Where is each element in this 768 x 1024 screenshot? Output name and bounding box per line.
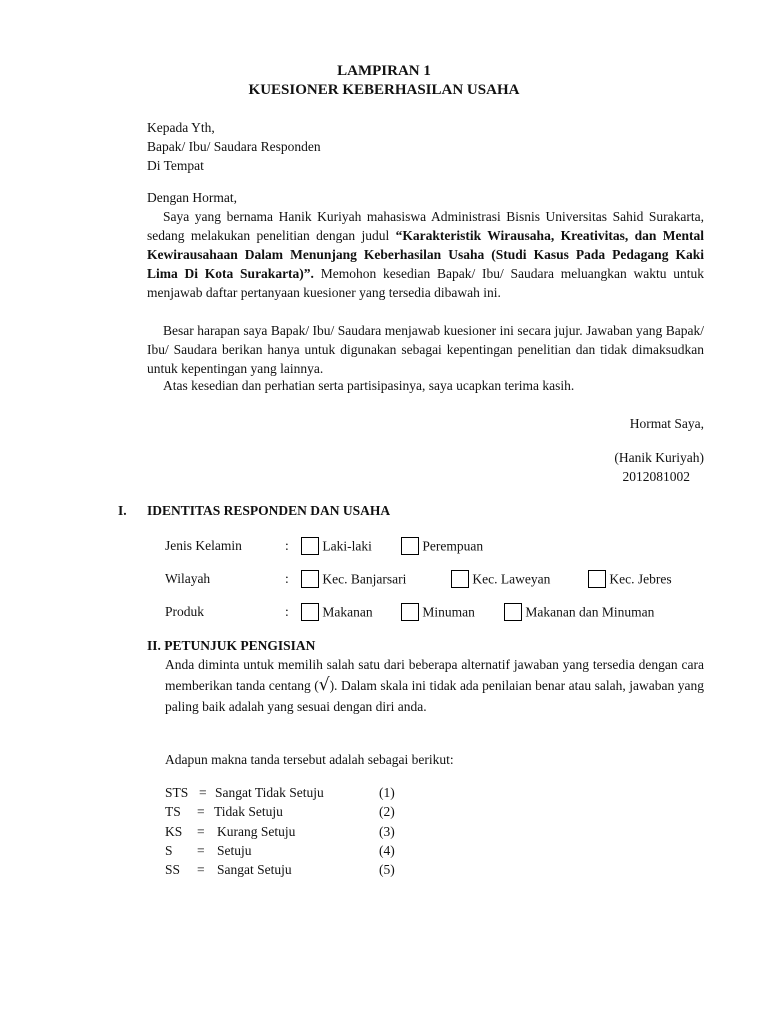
- checkbox-minuman[interactable]: [401, 603, 419, 621]
- section-2-title: II. PETUNJUK PENGISIAN: [147, 638, 316, 653]
- product-row: [165, 601, 705, 623]
- region-label: Wilayah: [165, 571, 211, 586]
- option-label: Minuman: [422, 604, 475, 620]
- letter-paragraph-3: Atas kesedian dan perhatian serta partisipasinya, saya ucapkan terima kasih.: [163, 378, 575, 393]
- gender-colon: :: [285, 538, 289, 553]
- region-option-banjarsari[interactable]: [301, 568, 406, 588]
- option-label: Kec. Banjarsari: [322, 571, 407, 587]
- checkbox-banjarsari[interactable]: [301, 570, 319, 588]
- checkmark-icon: √: [318, 675, 330, 695]
- gender-row: [165, 535, 705, 557]
- option-label: Makanan dan Minuman: [525, 604, 655, 620]
- checkbox-jebres[interactable]: [588, 570, 606, 588]
- scale-value: (1): [379, 785, 395, 800]
- option-label: Perempuan: [422, 538, 484, 554]
- product-label: Produk: [165, 604, 205, 619]
- document-heading-title: KUESIONER KEBERHASILAN USAHA: [248, 82, 520, 98]
- checkbox-perempuan[interactable]: [401, 537, 419, 555]
- region-colon: :: [285, 571, 289, 586]
- region-option-laweyan[interactable]: [451, 568, 550, 588]
- scale-value: (2): [379, 804, 395, 819]
- scale-equals: =: [197, 843, 205, 858]
- letter-p1-start: Saya yang bernama Hanik Kuriyah mahasiswa Administrasi Bisnis Universitas Sahid Surakarta, sedang melakukan penelitian dengan judul: [147, 209, 704, 243]
- option-label: Makanan: [322, 604, 373, 620]
- product-colon: :: [285, 604, 289, 619]
- scale-item-ks: [165, 822, 425, 842]
- letter-paragraph-1: [147, 207, 704, 302]
- product-option-makanan-minuman[interactable]: [504, 601, 654, 621]
- scale-label: Tidak Setuju: [214, 804, 283, 819]
- scale-label: Sangat Setuju: [217, 862, 292, 877]
- scale-item-sts: [165, 783, 425, 803]
- scale-code: TS: [165, 804, 181, 819]
- signature-name: (Hanik Kuriyah): [614, 450, 704, 465]
- scale-code: SS: [165, 862, 181, 877]
- instructions-text-a: Anda diminta untuk memilih salah satu dari beberapa alternatif jawaban yang tersedia dengan cara memberikan tanda centang (: [165, 657, 704, 693]
- document-heading-lampiran: LAMPIRAN 1: [337, 63, 431, 79]
- signature-id: 2012081002: [622, 469, 690, 484]
- product-option-makanan[interactable]: [301, 601, 373, 621]
- scale-item-ts: [165, 802, 425, 822]
- letter-greeting: Dengan Hormat,: [147, 190, 237, 205]
- product-option-minuman[interactable]: [401, 601, 475, 621]
- checkbox-makanan[interactable]: [301, 603, 319, 621]
- section-1-number: I.: [118, 503, 127, 518]
- scale-label: Kurang Setuju: [217, 824, 296, 839]
- scale-code: KS: [165, 824, 183, 839]
- scale-equals: =: [197, 862, 205, 877]
- scale-value: (4): [379, 843, 395, 858]
- letter-p1-end: Memohon kesedian Bapak/ Ibu/ Saudara meluangkan waktu untuk menjawab daftar pertanyaan kuesioner yang tersedia dibawah ini.: [147, 266, 704, 300]
- scale-value: (3): [379, 824, 395, 839]
- scale-code: STS: [165, 785, 189, 800]
- address-line-3: Di Tempat: [147, 158, 204, 173]
- option-label: Laki-laki: [322, 538, 372, 554]
- checkbox-makanan-dan-minuman[interactable]: [504, 603, 522, 621]
- instructions-paragraph: [165, 654, 704, 717]
- option-label: Kec. Jebres: [609, 571, 672, 587]
- checkbox-laweyan[interactable]: [451, 570, 469, 588]
- scale-equals: =: [197, 824, 205, 839]
- scale-item-s: [165, 841, 425, 861]
- scale-value: (5): [379, 862, 395, 877]
- address-line-2: Bapak/ Ibu/ Saudara Responden: [147, 139, 321, 154]
- scale-item-ss: [165, 860, 425, 880]
- scale-label: Setuju: [217, 843, 252, 858]
- research-title: “Karakteristik Wirausaha, Kreativitas, dan Mental Kewirausahaan Dalam Menunjang Keberhasilan Usaha (Studi Kasus Pada Pedagang Kaki Lima Di Kota Surakarta)”.: [147, 228, 704, 281]
- address-line-1: Kepada Yth,: [147, 120, 215, 135]
- region-row: [165, 568, 705, 590]
- gender-label: Jenis Kelamin: [165, 538, 242, 553]
- scale-label: Sangat Tidak Setuju: [215, 785, 324, 800]
- scale-equals: =: [199, 785, 207, 800]
- gender-option-male[interactable]: [301, 535, 372, 555]
- option-label: Kec. Laweyan: [472, 571, 551, 587]
- scale-intro: Adapun makna tanda tersebut adalah sebagai berikut:: [165, 752, 454, 767]
- checkbox-laki-laki[interactable]: [301, 537, 319, 555]
- scale-equals: =: [197, 804, 205, 819]
- section-1-title: IDENTITAS RESPONDEN DAN USAHA: [147, 503, 391, 518]
- instructions-text-b: ). Dalam skala ini tidak ada penilaian benar atau salah, jawaban yang paling baik adalah yang sesuai dengan diri anda.: [165, 678, 704, 714]
- region-option-jebres[interactable]: [588, 568, 672, 588]
- signature-closing: Hormat Saya,: [629, 416, 704, 431]
- gender-option-female[interactable]: [401, 535, 483, 555]
- scale-code: S: [165, 843, 173, 858]
- letter-paragraph-2: Besar harapan saya Bapak/ Ibu/ Saudara menjawab kuesioner ini secara jujur. Jawaban yang Bapak/ Ibu/ Saudara berikan hanya untuk digunakan sebagai kepentingan penelitian dan tidak dimaksudkan untuk kepentingan yang lainnya.: [147, 323, 704, 376]
